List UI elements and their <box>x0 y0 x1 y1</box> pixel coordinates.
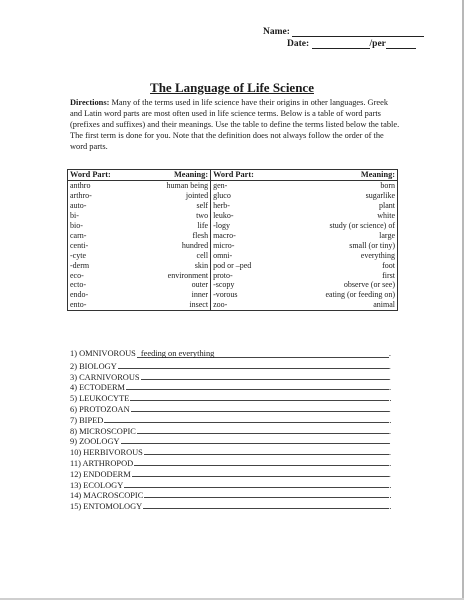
question-item <box>70 500 410 511</box>
table-row <box>68 221 398 231</box>
question-list <box>70 349 410 511</box>
question-item <box>70 435 410 446</box>
word-part-cell: gen- <box>211 180 282 190</box>
word-part-cell: ento- <box>70 300 87 310</box>
table-header-row <box>68 170 398 181</box>
line-end-dot: . <box>388 361 391 371</box>
line-end-dot: . <box>388 437 391 447</box>
meaning-cell: first <box>382 270 395 280</box>
answer-blank[interactable] <box>137 425 389 434</box>
answer-blank[interactable] <box>118 360 389 369</box>
word-part-cell: endo- <box>70 290 89 300</box>
date-label: Date: <box>287 39 310 49</box>
date-blank <box>312 39 370 49</box>
meaning-cell: study (or science) of <box>329 220 395 230</box>
answer-text: feeding on everything <box>140 349 215 358</box>
question-item <box>70 468 410 479</box>
question-term: 4) ECTODERM <box>70 383 125 393</box>
word-part-cell: herb- <box>211 201 282 211</box>
line-end-dot: . <box>388 426 391 436</box>
meaning-cell: everything <box>360 250 395 260</box>
word-parts-table <box>67 169 398 311</box>
answer-blank[interactable] <box>134 457 392 468</box>
word-part-cell: -vorous <box>211 290 282 300</box>
word-part-cell: leuko- <box>211 211 282 221</box>
line-end-dot: . <box>389 458 392 468</box>
question-item <box>70 446 410 457</box>
line-end-dot: . <box>389 502 392 512</box>
meaning-cell: inner <box>191 290 209 300</box>
meaning-cell: flesh <box>192 230 209 240</box>
meaning-cell: large <box>379 230 395 240</box>
table-row <box>68 241 398 251</box>
question-term: 1) OMNIVOROUS <box>70 349 136 358</box>
word-part-cell: pod or –ped <box>211 261 282 271</box>
table-row <box>68 180 398 190</box>
question-term: 7) BIPED <box>70 415 104 425</box>
line-end-dot: . <box>388 448 391 458</box>
meaning-cell: insect <box>189 300 209 310</box>
meaning-cell: cell <box>196 250 209 260</box>
meaning-cell: animal <box>373 300 395 310</box>
meaning-cell: jointed <box>185 190 209 200</box>
word-part-cell: eco- <box>70 270 84 280</box>
question-term: 13) ECOLOGY <box>70 480 124 490</box>
answer-blank[interactable] <box>121 435 391 447</box>
line-end-dot: . <box>389 480 392 490</box>
word-part-cell: bio- <box>70 220 83 230</box>
table-row <box>68 290 398 300</box>
question-item <box>70 349 410 360</box>
question-item <box>70 414 410 425</box>
question-item <box>70 360 410 371</box>
meaning-cell: small (or tiny) <box>349 240 395 250</box>
question-item <box>70 489 410 500</box>
meaning-cell: human being <box>166 180 209 190</box>
line-end-dot: . <box>388 383 392 393</box>
meaning-cell: skin <box>194 260 209 270</box>
question-term: 5) LEUKOCYTE <box>70 394 130 404</box>
directions-paragraph <box>70 98 400 153</box>
answer-blank[interactable] <box>144 446 391 458</box>
meaning-cell: foot <box>382 260 395 270</box>
meaning-cell: observe (or see) <box>343 280 395 290</box>
word-part-cell: gluco <box>211 191 282 201</box>
answer-blank[interactable] <box>144 489 392 501</box>
meaning-cell: self <box>196 200 209 210</box>
question-term: 12) ENDODERM <box>70 469 131 479</box>
question-term: 8) MICROSCOPIC <box>70 426 136 436</box>
column-header: Word Part: <box>68 170 139 181</box>
line-end-dot: . <box>388 372 391 382</box>
meaning-cell: born <box>380 180 395 190</box>
word-part-cell: arthro- <box>70 190 92 200</box>
per-label: /per <box>369 39 386 49</box>
question-item <box>70 381 410 392</box>
line-end-dot: . <box>389 491 392 501</box>
question-term: 9) ZOOLOGY <box>70 437 120 447</box>
meaning-cell: sugarlike <box>365 190 395 200</box>
table-row <box>68 261 398 271</box>
word-part-cell: -cyte <box>70 250 86 260</box>
answer-blank[interactable] <box>124 479 392 490</box>
question-item <box>70 479 410 490</box>
meaning-cell: white <box>377 210 395 220</box>
line-end-dot: . <box>388 349 391 358</box>
answer-blank[interactable] <box>141 371 389 380</box>
table-row <box>68 231 398 241</box>
answer-blank[interactable] <box>126 381 392 393</box>
question-term: 2) BIOLOGY <box>70 361 117 371</box>
answer-blank[interactable] <box>143 500 392 512</box>
table-row <box>68 300 398 310</box>
column-header: Word Part: <box>211 170 282 181</box>
name-blank <box>292 27 424 37</box>
word-part-cell: zoo- <box>211 300 282 310</box>
word-part-cell: anthro <box>70 180 91 190</box>
word-part-cell: bi- <box>70 210 79 220</box>
meaning-cell: environment <box>167 270 209 280</box>
word-part-cell: carn- <box>70 230 87 240</box>
table-row <box>68 271 398 281</box>
table-row <box>68 211 398 221</box>
meaning-cell: two <box>196 210 209 220</box>
question-item <box>70 425 410 436</box>
word-part-cell: -logy <box>211 221 282 231</box>
answer-blank[interactable] <box>130 392 392 404</box>
word-part-cell: macro- <box>211 231 282 241</box>
name-field <box>263 27 424 37</box>
answer-blank[interactable] <box>137 349 389 358</box>
question-item <box>70 457 410 468</box>
meaning-cell: life <box>197 220 209 230</box>
word-part-cell: omni- <box>211 251 282 261</box>
date-field <box>287 39 416 49</box>
directions-label: Directions: <box>70 98 110 107</box>
meaning-cell: hundred <box>181 240 209 250</box>
column-header: Meaning: <box>138 170 210 181</box>
line-end-dot: . <box>388 469 391 479</box>
word-part-cell: proto- <box>211 271 282 281</box>
question-term: 14) MACROSCOPIC <box>70 491 144 501</box>
column-header: Meaning: <box>282 170 398 181</box>
line-end-dot: . <box>389 415 392 425</box>
meaning-cell: plant <box>379 200 395 210</box>
answer-blank[interactable] <box>131 403 389 412</box>
line-end-dot: . <box>388 404 391 414</box>
meaning-cell: eating (or feeding on) <box>325 290 395 300</box>
word-part-cell: ecto- <box>70 280 86 290</box>
name-label: Name: <box>263 27 290 37</box>
word-part-cell: centi- <box>70 240 89 250</box>
directions-text: Many of the terms used in life science have their origins in other languages. Greek and Latin word parts are most often used in life science terms. Below is a table of word parts (prefixes and suffixes) and their meanings. Use the table to define the terms listed below the table. The first term is done for you. Note that the definition does not always follow the order of the word parts. <box>70 98 400 151</box>
question-term: 15) ENTOMOLOGY <box>70 502 143 512</box>
answer-blank[interactable] <box>132 468 389 477</box>
table-row <box>68 201 398 211</box>
question-item <box>70 371 410 382</box>
table-row <box>68 191 398 201</box>
word-part-cell: micro- <box>211 241 282 251</box>
meaning-cell: outer <box>191 280 209 290</box>
table-row <box>68 251 398 261</box>
question-term: 6) PROTOZOAN <box>70 404 130 414</box>
word-part-cell: -derm <box>70 260 90 270</box>
question-term: 11) ARTHROPOD <box>70 458 134 468</box>
table-row <box>68 280 398 290</box>
question-item <box>70 403 410 414</box>
word-part-cell: auto- <box>70 200 87 210</box>
per-blank <box>386 39 416 49</box>
answer-blank[interactable] <box>104 414 392 425</box>
word-part-cell: -scopy <box>211 280 282 290</box>
worksheet-title: The Language of Life Science <box>150 80 314 95</box>
question-term: 10) HERBIVOROUS <box>70 448 143 458</box>
question-term: 3) CARNIVOROUS <box>70 372 140 382</box>
line-end-dot: . <box>389 394 392 404</box>
question-item <box>70 392 410 403</box>
